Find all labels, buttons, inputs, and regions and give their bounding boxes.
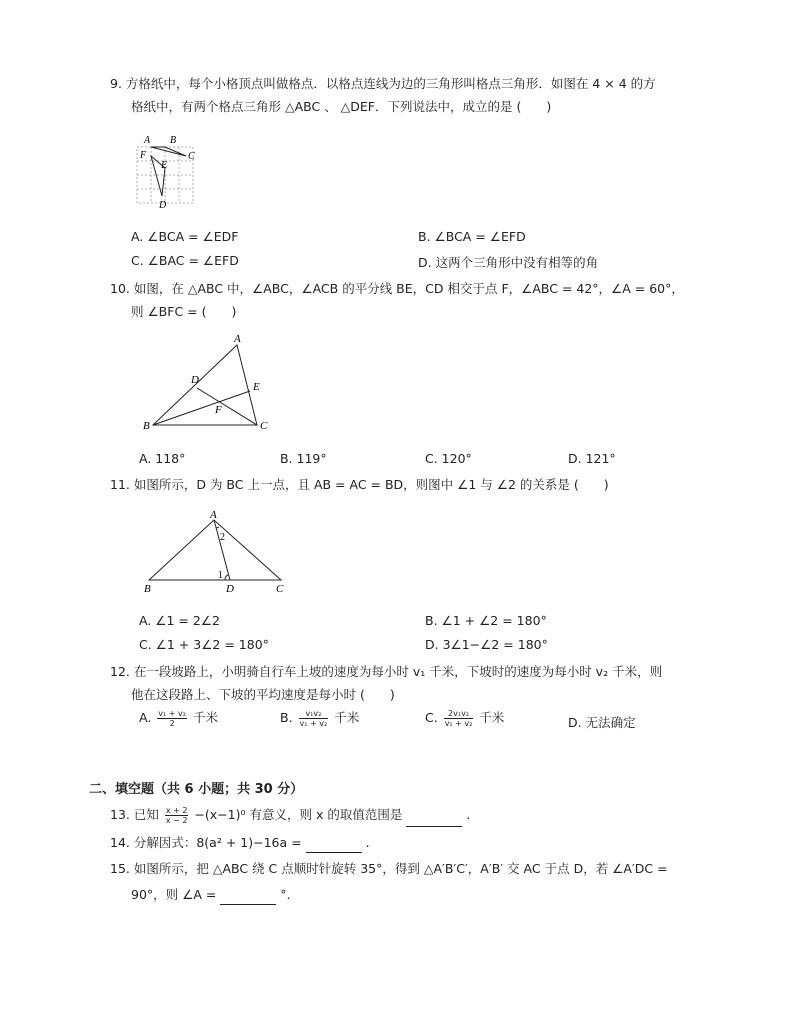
q11-label-b: B	[144, 583, 151, 595]
q12-option-a	[139, 708, 218, 728]
q14-text: 14. 分解因式：8(a² + 1)−16a =	[110, 835, 306, 850]
q13-numerator: x + 2	[165, 806, 188, 815]
q12-option-b	[280, 708, 359, 728]
q9-option-a: A. ∠BCA = ∠EDF	[131, 229, 239, 244]
q13-answer-blank[interactable]	[406, 804, 462, 827]
q9-stem-line2: 格纸中，有两个格点三角形 △ABC 、 △DEF．下列说法中，成立的是 ( )	[131, 99, 552, 114]
q14-answer-blank[interactable]	[306, 834, 362, 853]
q9-option-b: B. ∠BCA = ∠EFD	[418, 229, 526, 244]
q13-stem	[110, 804, 470, 827]
q9-label-c: C	[188, 151, 195, 162]
q10-stem-line1: 10. 如图，在 △ABC 中，∠ABC，∠ACB 的平分线 BE，CD 相交于点 F，∠ABC = 42°，∠A = 60°，	[110, 281, 684, 296]
q11-option-b: B. ∠1 + ∠2 = 180°	[425, 613, 547, 628]
q10-label-b: B	[143, 420, 150, 432]
q13-denominator: x − 2	[165, 816, 188, 825]
q11-angle-2-label: 2	[220, 532, 225, 543]
q10-label-c: C	[260, 420, 268, 432]
q10-label-e: E	[253, 381, 260, 393]
q15-stem-line2	[131, 886, 291, 905]
q12-option-a-numerator: v₁ + v₂	[158, 709, 186, 718]
q10-triangle-figure	[140, 332, 280, 436]
q11-label-a: A	[210, 509, 217, 521]
q11-stem-line1: 11. 如图所示，D 为 BC 上一点，且 AB = AC = BD，则图中 ∠1 与 ∠2 的关系是 ( )	[110, 477, 609, 492]
q12-option-c	[425, 708, 504, 728]
q10-option-d: D. 121°	[568, 451, 616, 466]
q12-option-a-fraction	[157, 709, 187, 728]
q11-option-c: C. ∠1 + 3∠2 = 180°	[139, 637, 269, 652]
q12-option-c-fraction	[444, 709, 474, 728]
q10-option-b: B. 119°	[280, 451, 327, 466]
q9-label-f: F	[140, 150, 147, 161]
q12-option-b-unit: 千米	[334, 710, 360, 725]
q10-stem-line2: 则 ∠BFC = ( )	[131, 304, 237, 319]
q13-rest: −(x−1)⁰ 有意义，则 x 的取值范围是	[194, 807, 403, 822]
q13-end: .	[466, 807, 471, 822]
q9-label-b: B	[170, 135, 177, 146]
q10-label-d: D	[191, 374, 199, 386]
q9-grid-figure	[130, 130, 210, 212]
q9-stem-line1: 9. 方格纸中，每个小格顶点叫做格点．以格点连线为边的三角形叫格点三角形．如图在 4 × 4 的方	[110, 76, 656, 91]
q14-stem	[110, 834, 370, 853]
q12-option-a-denominator: 2	[169, 719, 175, 728]
q12-option-c-numerator: 2v₁v₂	[444, 709, 474, 719]
q12-option-b-fraction	[299, 709, 329, 728]
q12-option-c-denominator: v₁ + v₂	[444, 719, 473, 728]
q15-line2-text: 90°，则 ∠A =	[131, 887, 221, 902]
q9-option-d: D. 这两个三角形中没有相等的角	[418, 255, 599, 270]
q12-option-a-unit: 千米	[192, 710, 218, 725]
q11-label-c: C	[276, 583, 284, 595]
q10-option-c: C. 120°	[425, 451, 472, 466]
q10-label-f: F	[215, 404, 222, 416]
q13-prefix: 13. 已知	[110, 807, 159, 822]
q10-label-a: A	[234, 333, 241, 345]
q9-label-e: E	[161, 160, 168, 171]
q15-end: °.	[280, 887, 291, 902]
q15-stem-line1: 15. 如图所示，把 △ABC 绕 C 点顺时针旋转 35°，得到 △A′B′C′，A′B′ 交 AC 于点 D，若 ∠A′DC =	[110, 861, 668, 876]
q12-option-b-prefix: B.	[280, 710, 293, 725]
q9-option-c: C. ∠BAC = ∠EFD	[131, 253, 239, 268]
q12-option-c-prefix: C.	[425, 710, 438, 725]
q12-option-b-denominator: v₁ + v₂	[299, 719, 328, 728]
q11-angle-1-label: 1	[218, 570, 223, 581]
q15-answer-blank[interactable]	[220, 886, 276, 905]
q12-option-a-prefix: A.	[139, 710, 152, 725]
q9-label-a: A	[144, 135, 151, 146]
q12-option-c-unit: 千米	[479, 710, 505, 725]
q9-label-d: D	[159, 200, 167, 211]
q11-option-a: A. ∠1 = 2∠2	[139, 613, 220, 628]
q11-label-d: D	[226, 583, 234, 595]
q11-option-d: D. 3∠1−∠2 = 180°	[425, 637, 548, 652]
q14-end: .	[365, 835, 370, 850]
q12-option-d: D. 无法确定	[568, 715, 636, 730]
q12-stem-line2: 他在这段路上、下坡的平均速度是每小时 ( )	[131, 687, 395, 702]
q11-triangle-figure	[140, 506, 290, 596]
q10-option-a: A. 118°	[139, 451, 186, 466]
section-title-fill-in: 二、填空题（共 6 小题；共 30 分）	[89, 782, 304, 797]
q12-option-b-numerator: v₁v₂	[299, 709, 329, 719]
q13-fraction	[165, 806, 189, 825]
q12-stem-line1: 12. 在一段坡路上，小明骑自行车上坡的速度为每小时 v₁ 千米，下坡时的速度为每小时 v₂ 千米，则	[110, 664, 663, 679]
